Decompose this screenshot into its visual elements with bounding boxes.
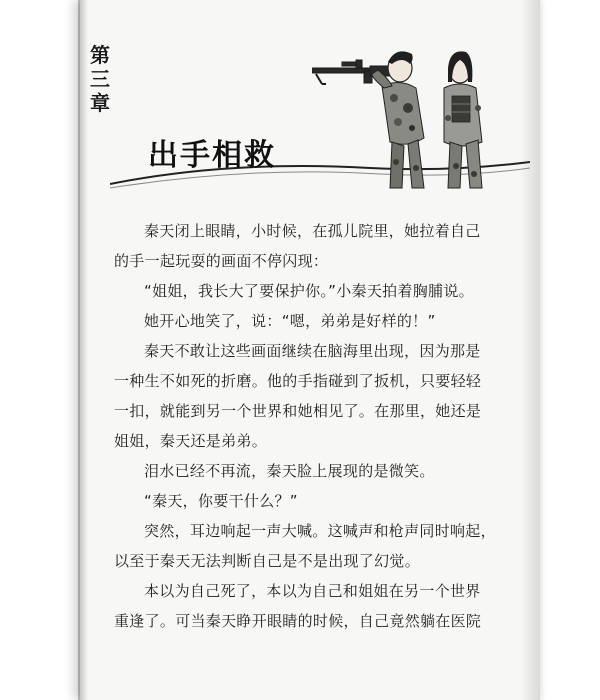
- body-line: 一扣，就能到另一个世界和她相见了。在那里，她还是: [114, 402, 482, 420]
- chapter-title: 出手相救: [148, 138, 276, 173]
- chapter-body: [114, 216, 514, 636]
- body-line: 秦天闭上眼睛，小时候，在孤儿院里，她拉着自己: [144, 222, 481, 240]
- chapter-marker: [88, 44, 112, 114]
- body-line: 以至于秦天无法判断自己是不是出现了幻觉。: [114, 552, 421, 570]
- chapter-marker-char: 章: [90, 91, 110, 115]
- body-line: 姐姐，秦天还是弟弟。: [114, 432, 268, 450]
- body-line: 她开心地笑了，说：“嗯，弟弟是好样的！”: [144, 312, 436, 330]
- body-line: 的手一起玩耍的画面不停闪现：: [114, 252, 329, 270]
- body-line: “姐姐，我长大了要保护你。”小秦天拍着胸脯说。: [144, 282, 474, 300]
- male-soldier: [372, 51, 424, 188]
- body-line: 重逢了。可当秦天睁开眼睛的时候，自己竟然躺在医院: [114, 612, 482, 630]
- chapter-marker-char: 第: [90, 43, 110, 67]
- body-line: 突然，耳边响起一声大喊。这喊声和枪声同时响起，: [144, 522, 496, 540]
- body-line: 泪水已经不再流，秦天脸上展现的是微笑。: [144, 462, 435, 480]
- female-soldier: [444, 51, 482, 188]
- body-line: 秦天不敢让这些画面继续在脑海里出现，因为那是: [144, 342, 481, 360]
- body-line: 本以为自己死了，本以为自己和姐姐在另一个世界: [144, 582, 481, 600]
- chapter-marker-char: 三: [90, 67, 110, 91]
- body-line: “秦天，你要干什么？”: [144, 492, 298, 510]
- soldiers-illustration: [312, 38, 512, 190]
- body-line: 一种生不如死的折磨。他的手指碰到了扳机，只要轻轻: [114, 372, 482, 390]
